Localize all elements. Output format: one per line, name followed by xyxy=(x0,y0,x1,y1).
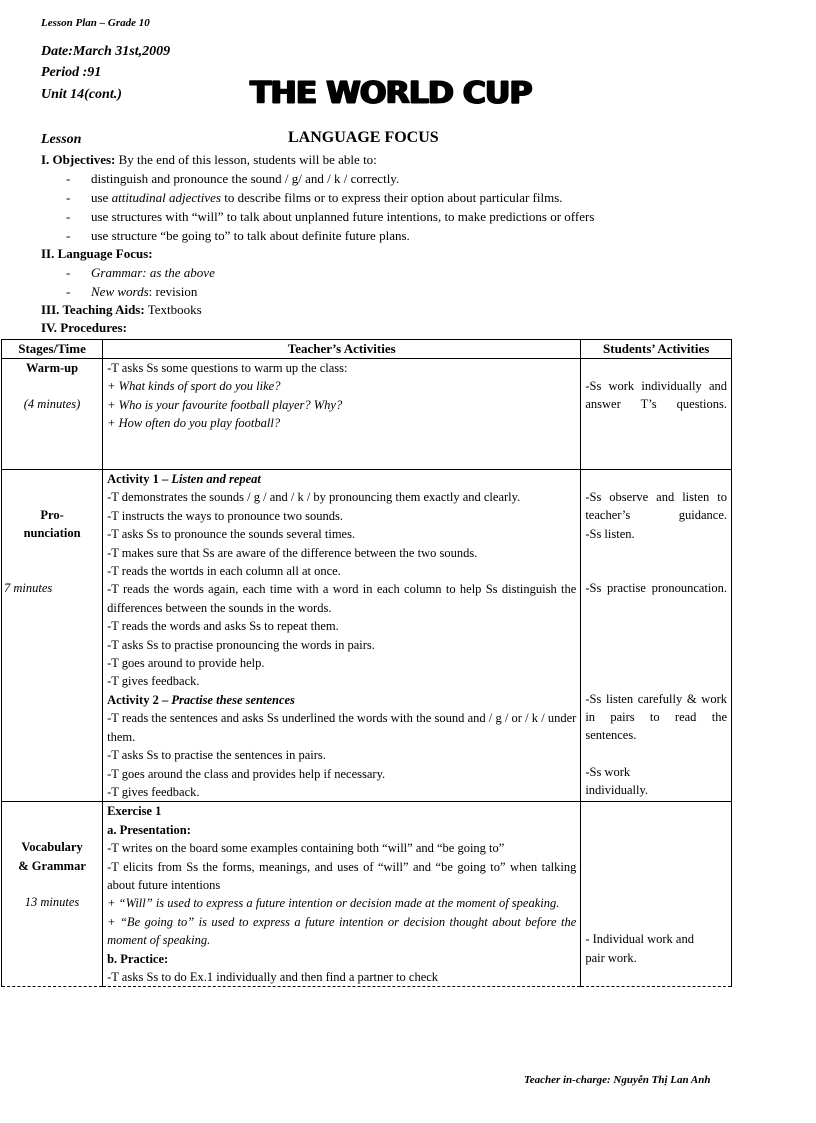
objectives-line xyxy=(41,152,377,168)
objective-item: - use attitudinal adjectives to describe films or to express their option about particular films. xyxy=(66,190,563,205)
col-header-stages: Stages/Time xyxy=(2,340,103,359)
col-header-teacher: Teacher’s Activities xyxy=(103,340,581,359)
col-header-students: Students’ Activities xyxy=(581,340,732,359)
unit-line: Unit 14(cont.) xyxy=(41,87,122,102)
section-title: LANGUAGE FOCUS xyxy=(288,129,439,146)
stage-cell: Warm-up (4 minutes) xyxy=(2,359,103,470)
table-row-warmup xyxy=(2,359,732,470)
objective-item: - use structures with “will” to talk about unplanned future intentions, to make predictions or offers xyxy=(66,209,595,224)
activity-2-heading: Activity 2 – Practise these sentences xyxy=(107,692,295,707)
teacher-in-charge: Teacher in-charge: Nguyễn Thị Lan Anh xyxy=(524,1074,711,1086)
students-cell: -Ss observe and listen to teacher’s guidance. -Ss listen. -Ss practise pronouncation. -Ss listen carefully & work in pairs to read the sentences. -Ss work individually. xyxy=(581,470,732,802)
stage-cell: Pro- nunciation 7 minutes xyxy=(2,470,103,802)
world-cup-wordmark: THE WORLD CUP xyxy=(250,76,532,111)
activity-1-heading: Activity 1 – Listen and repeat xyxy=(107,472,261,486)
procedures-heading: IV. Procedures: xyxy=(41,320,127,335)
teacher-cell: Exercise 1 a. Presentation: -T writes on the board some examples containing both “will” and “be going to” -T elicits from Ss the forms, meanings, and uses of “will” and “be going to” when talking about future intentions + “Will” is used to express a future intention or decision made at the moment of speaking. + “Be going to” is used to express a future intention or decision thought about before the moment of speaking. b. Practice: -T asks Ss to do Ex.1 individually and then find a partner to check xyxy=(103,802,581,987)
objectives-heading: I. Objectives: xyxy=(41,152,116,167)
students-cell: - Individual work and pair work. xyxy=(581,802,732,987)
objective-item: - use structure “be going to” to talk about definite future plans. xyxy=(66,228,410,243)
lesson-label: Lesson xyxy=(41,132,82,147)
table-row-pronunciation xyxy=(2,470,732,802)
procedures-table xyxy=(1,339,732,987)
period-line: Period :91 xyxy=(41,65,102,80)
teaching-aids-line: III. Teaching Aids: Textbooks xyxy=(41,302,202,317)
language-focus-heading: II. Language Focus: xyxy=(41,246,153,261)
date-line: Date:March 31st,2009 xyxy=(41,44,171,59)
students-cell: -Ss work individually and answer T’s questions. xyxy=(581,359,732,470)
objective-item: - distinguish and pronounce the sound / g/ and / k / correctly. xyxy=(66,171,400,186)
table-row-vocab xyxy=(2,802,732,987)
new-words-item: - New words: revision xyxy=(66,284,198,299)
table-header-row xyxy=(2,340,732,359)
teacher-cell: -T asks Ss some questions to warm up the class: + What kinds of sport do you like? + Who is your favourite football player? Why? + How often do you play football? xyxy=(103,359,581,470)
stage-cell: Vocabulary & Grammar 13 minutes xyxy=(2,802,103,987)
lesson-plan-header: Lesson Plan – Grade 10 xyxy=(41,17,150,29)
grammar-item: - Grammar: as the above xyxy=(66,265,215,280)
teacher-cell: Activity 1 – Listen and repeat -T demonstrates the sounds / g / and / k / by pronouncing them exactly and clearly. -T instructs the ways to pronounce two sounds. -T asks Ss to pronounce the sounds several times. -T makes sure that Ss are aware of the difference between the two sounds. -T reads the wortds in each column all at once. -T reads the words again, each time with a word in each column to help Ss distinguish the differences between the sounds in the words. -T reads the words and asks Ss to repeat them. -T asks Ss to practise pronouncing the words in pairs. -T goes around to provide help. -T gives feedback. Activity 2 – Practise these sentences -T reads the sentences and asks Ss underlined the words with the sound and / g / or / k / under them. -T asks Ss to practise the sentences in pairs. -T goes around the class and provides help if necessary. -T gives feedback. xyxy=(103,470,581,802)
objectives-intro: By the end of this lesson, students will be able to: xyxy=(115,152,377,167)
